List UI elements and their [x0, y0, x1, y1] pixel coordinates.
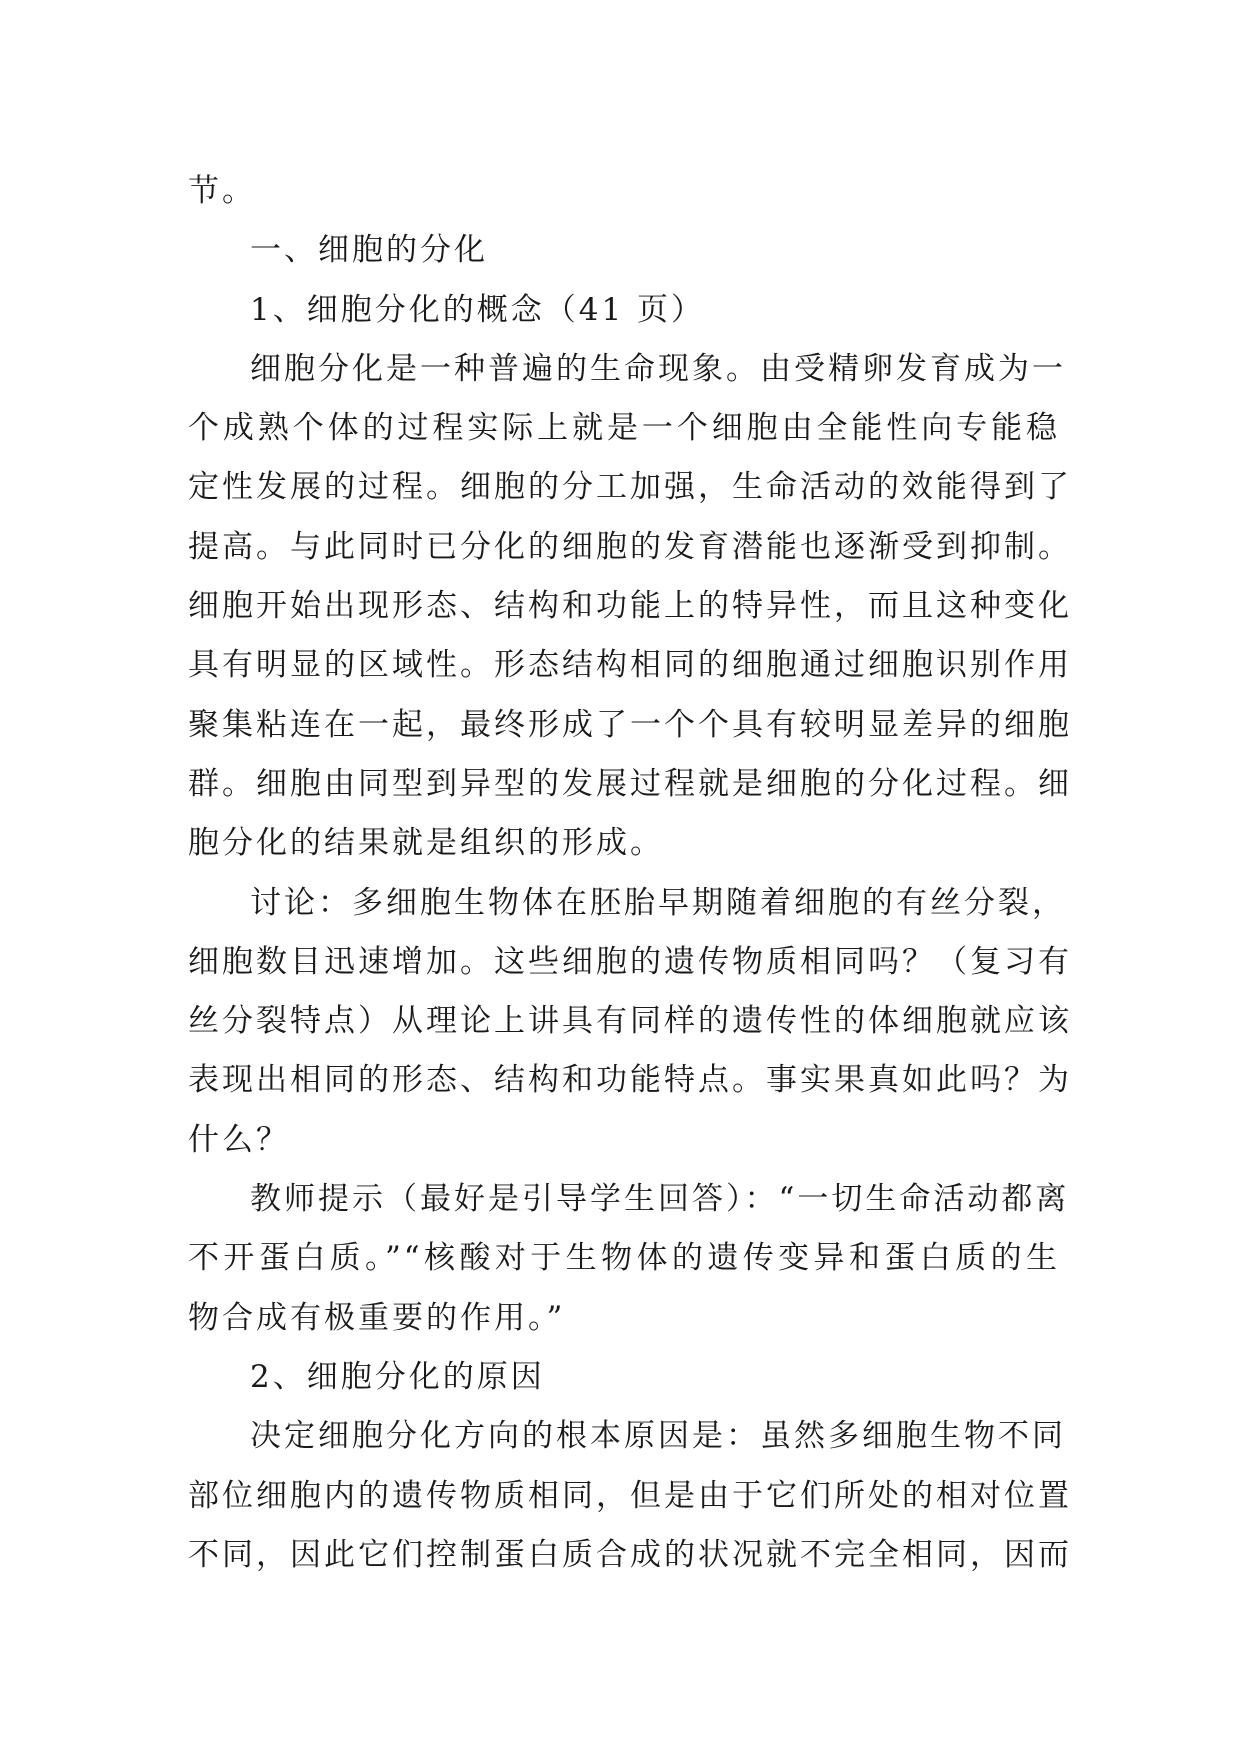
body-text — [188, 162, 1072, 1585]
text-line: 不同，因此它们控制蛋白质合成的状况就不完全相同，因而 — [188, 1536, 1072, 1573]
text-line: 一、细胞的分化 — [250, 232, 488, 269]
text-line: 聚集粘连在一起，最终形成了一个个具有较明显差异的细胞 — [188, 706, 1072, 743]
text-line: 讨论：多细胞生物体在胚胎早期随着细胞的有丝分裂， — [250, 884, 1066, 921]
text-line: 群。细胞由同型到异型的发展过程就是细胞的分化过程。细 — [188, 765, 1072, 802]
text-line: 部位细胞内的遗传物质相同，但是由于它们所处的相对位置 — [188, 1477, 1072, 1514]
text-line: 细胞分化是一种普遍的生命现象。由受精卵发育成为一 — [250, 350, 1066, 387]
text-line: 不开蛋白质。”“核酸对于生物体的遗传变异和蛋白质的生 — [188, 1240, 1060, 1277]
text-line: 细胞开始出现形态、结构和功能上的特异性，而且这种变化 — [188, 588, 1072, 625]
text-line: 2、细胞分化的原因 — [250, 1358, 545, 1395]
text-line: 胞分化的结果就是组织的形成。 — [188, 825, 664, 862]
text-line: 细胞数目迅速增加。这些细胞的遗传物质相同吗？（复习有 — [188, 943, 1072, 980]
text-line: 物合成有极重要的作用。” — [188, 1299, 566, 1336]
text-line: 1、细胞分化的概念（41 页） — [250, 291, 706, 328]
text-line: 节。 — [188, 173, 256, 209]
text-line: 教师提示（最好是引导学生回答）：“一切生命活动都离 — [250, 1181, 1070, 1218]
text-line: 具有明显的区域性。形态结构相同的细胞通过细胞识别作用 — [188, 647, 1072, 684]
text-line: 决定细胞分化方向的根本原因是：虽然多细胞生物不同 — [250, 1418, 1066, 1455]
text-line: 提高。与此同时已分化的细胞的发育潜能也逐渐受到抑制。 — [188, 528, 1072, 565]
text-line: 什么？ — [188, 1121, 290, 1158]
text-line: 个成熟个体的过程实际上就是一个细胞由全能性向专能稳 — [188, 410, 1060, 447]
text-line: 定性发展的过程。细胞的分工加强，生命活动的效能得到了 — [188, 469, 1072, 506]
text-line: 表现出相同的形态、结构和功能特点。事实果真如此吗？为 — [188, 1062, 1072, 1099]
text-line: 丝分裂特点）从理论上讲具有同样的遗传性的体细胞就应该 — [188, 1003, 1072, 1040]
